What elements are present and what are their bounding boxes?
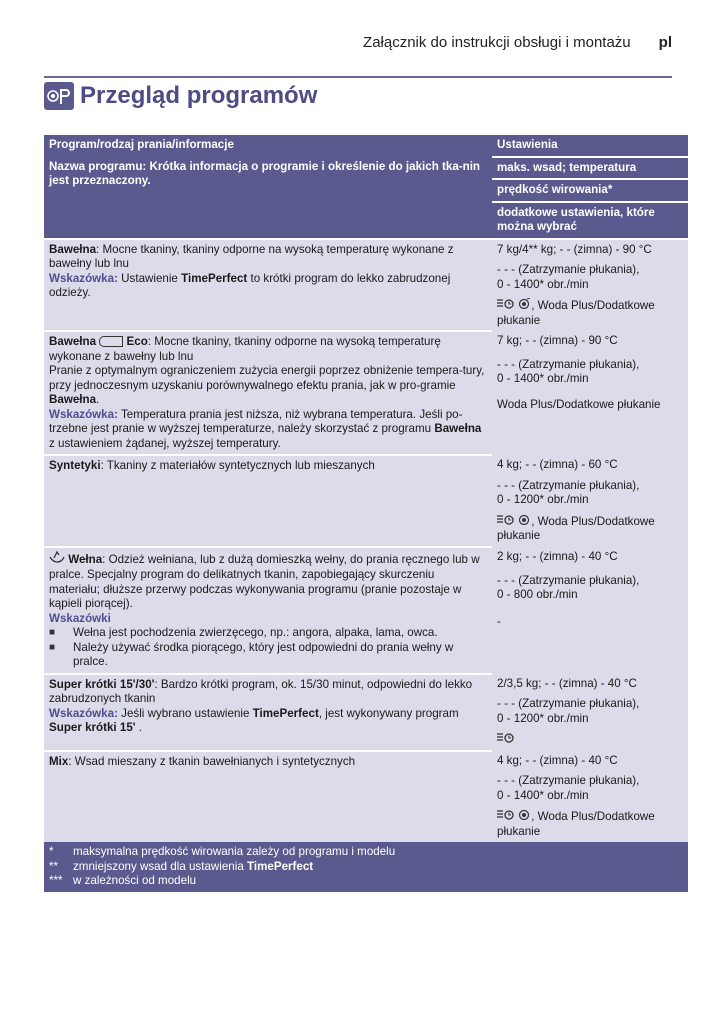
setting-load-temp: 7 kg; - - (zimna) - 90 °C xyxy=(492,331,688,355)
hint-text: . xyxy=(135,721,142,734)
stain-icon xyxy=(518,298,531,314)
extras-text: , Woda Plus/Dodatkowe płukanie xyxy=(497,514,655,542)
head-right-3: prędkość wirowania* xyxy=(492,179,688,202)
eco-label: Eco xyxy=(126,335,148,348)
program-desc: : Mocne tkaniny, tkaniny odporne na wysoką temperaturę wykonane z bawełny lub lnu xyxy=(49,242,454,270)
footnote-marker: * xyxy=(49,845,54,858)
footnotes xyxy=(44,842,688,892)
setting-spin xyxy=(492,476,688,511)
program-desc-end: . xyxy=(96,393,100,406)
spin-line-2: 0 - 1400* obr./min xyxy=(497,277,589,291)
head-left-1: Program/rodzaj prania/informacje xyxy=(44,135,492,157)
program-desc: : Wsad mieszany z tkanin bawełnianych i syntetycznych xyxy=(68,754,356,768)
extras-text: , Woda Plus/Dodatkowe płukanie xyxy=(497,809,655,838)
table-head-row xyxy=(44,135,688,157)
hints-label: Wskazówki xyxy=(49,611,111,625)
footnote-text: zmniejszony wsad dla ustawienia xyxy=(73,859,247,873)
setting-extras: Woda Plus/Dodatkowe płukanie xyxy=(492,395,688,455)
wool-handwash-icon xyxy=(49,551,65,569)
head-right-4: dodatkowe ustawienia, które można wybrać xyxy=(492,202,688,239)
program-name: Super krótki 15'/30' xyxy=(49,677,155,691)
stain-icon xyxy=(518,809,531,825)
list-item xyxy=(49,641,487,670)
program-desc: : Mocne tkaniny, tkaniny odporne na wysoką temperaturę wykonane z bawełny lub lnu xyxy=(49,335,441,363)
timeperfect-icon xyxy=(497,732,515,748)
spin-line-2: 0 - 1400* obr./min xyxy=(497,372,589,386)
hint-bold: Super krótki 15' xyxy=(49,721,136,734)
program-desc-bold: Bawełna xyxy=(49,393,97,406)
timeperfect-icon xyxy=(497,514,515,530)
footnote-text: w zależności od modelu xyxy=(73,874,197,887)
language-code: pl xyxy=(658,34,672,51)
program-bawelna-desc xyxy=(44,239,492,332)
setting-spin xyxy=(492,771,688,806)
setting-spin xyxy=(492,260,688,295)
footnote xyxy=(49,860,683,875)
hint-text: Ustawienie xyxy=(117,271,182,285)
setting-load-temp: 2 kg; - - (zimna) - 40 °C xyxy=(492,547,688,571)
page-title: Przegląd programów xyxy=(80,82,318,109)
footnote-text: maksymalna prędkość wirowania zależy od programu i modelu xyxy=(73,845,396,858)
setting-spin xyxy=(492,355,688,395)
footnote-marker: ** xyxy=(49,859,59,873)
head-right-1: Ustawienia xyxy=(492,135,688,157)
header-divider xyxy=(44,76,672,78)
footnote xyxy=(49,874,683,889)
program-name: Wełna xyxy=(68,552,103,566)
footnote-bold: TimePerfect xyxy=(247,859,314,873)
extras-text: , Woda Plus/Dodatkowe płukanie xyxy=(497,298,655,327)
program-name: Mix xyxy=(49,754,69,768)
hint-label: Wskazówka: xyxy=(49,407,118,421)
table-row xyxy=(44,547,688,571)
program-syntetyki-desc xyxy=(44,455,492,547)
setting-load-temp: 2/3,5 kg; - - (zimna) - 40 °C xyxy=(492,674,688,695)
bullet-text: Wełna jest pochodzenia zwierzęcego, np.: angora, alpaka, lama, owca. xyxy=(73,626,438,639)
program-bawelna-eco-desc xyxy=(44,331,492,455)
setting-extras xyxy=(492,511,688,547)
spin-line-1: - - - (Zatrzymanie płukania), xyxy=(497,774,640,787)
hint-text: Temperatura prania jest niższa, niż wybrana temperatura. Jeśli po-trzebne jest pranie w wyższej temperaturze, należy skorzystać z programu xyxy=(49,407,463,435)
footnotes-row xyxy=(44,842,688,892)
list-item xyxy=(49,626,487,641)
hint-bold: TimePerfect xyxy=(181,271,248,285)
hint-bold: TimePerfect xyxy=(252,706,319,720)
setting-spin xyxy=(492,571,688,612)
spin-line-1: - - - (Zatrzymanie płukania), xyxy=(497,263,640,276)
section-title-row xyxy=(44,80,317,112)
table-row xyxy=(44,455,688,476)
spin-line-2: 0 - 1200* obr./min xyxy=(497,711,589,725)
page-header xyxy=(0,34,672,51)
stain-icon xyxy=(518,514,531,530)
table-head-row xyxy=(44,157,688,180)
hint-label: Wskazówka: xyxy=(49,706,118,720)
spin-line-1: - - - (Zatrzymanie płukania), xyxy=(497,478,640,492)
footnote-marker: *** xyxy=(49,874,63,887)
program-name: Bawełna xyxy=(49,242,97,256)
program-super-krotki-desc xyxy=(44,674,492,751)
footnote xyxy=(49,845,683,860)
hint-text: z ustawieniem żądanej, wyższej temperatury. xyxy=(49,436,281,450)
setting-extras xyxy=(492,806,688,842)
program-table xyxy=(44,135,688,892)
program-name: Syntetyki xyxy=(49,459,101,472)
program-desc: : Odzież wełniana, lub z dużą domieszką wełny, do prania ręcznego lub w pralce. Specjalny program do delikatnych tkanin, zapobiegający skurczeniu materiału; dłuższe przerwy podczas wykonywania programu (pranie pozostaje w kąpieli piorącej). xyxy=(49,552,480,610)
table-row xyxy=(44,331,688,355)
setting-extras xyxy=(492,295,688,331)
program-desc: : Tkaniny z materiałów syntetycznych lub mieszanych xyxy=(100,459,375,472)
program-mix-desc xyxy=(44,751,492,843)
program-desc: : Bardzo krótki program, ok. 15/30 minut, odpowiedni do lekko zabrudzonych tkanin xyxy=(49,677,473,705)
timeperfect-icon xyxy=(497,298,515,314)
setting-spin xyxy=(492,694,688,729)
setting-load-temp: 4 kg; - - (zimna) - 60 °C xyxy=(492,455,688,476)
spin-line-2: 0 - 800 obr./min xyxy=(497,588,578,601)
spin-line-1: - - - (Zatrzymanie płukania), xyxy=(497,357,640,371)
timeperfect-icon xyxy=(497,809,515,825)
table-row xyxy=(44,751,688,772)
bullet-text: Należy używać środka piorącego, który jest odpowiedni do prania wełny w pralce. xyxy=(73,640,454,668)
spin-line-2: 0 - 1200* obr./min xyxy=(497,493,589,506)
program-overview-icon xyxy=(44,82,74,110)
eco-drum-icon xyxy=(99,336,123,347)
setting-extras: - xyxy=(492,612,688,674)
hint-bold: Bawełna xyxy=(434,422,482,435)
program-desc-2: Pranie z optymalnym ograniczeniem zużycia energii poprzez obniżenie tempera-tury, przy jednoczesnym uzyskaniu porównywalnego efektu prania, jak w pro-gramie xyxy=(49,364,485,392)
bullet-icon: ■ xyxy=(49,627,56,638)
program-welna-desc xyxy=(44,547,492,674)
spin-line-1: - - - (Zatrzymanie płukania), xyxy=(497,573,640,587)
head-left-2: Nazwa programu: Krótka informacja o programie i określenie do jakich tka-nin jest przeznaczony. xyxy=(44,157,492,239)
hint-label: Wskazówka: xyxy=(49,271,118,285)
spin-line-1: - - - (Zatrzymanie płukania), xyxy=(497,697,640,710)
hint-text: to krótki program do lekko zabrudzonej odzieży. xyxy=(49,271,451,299)
bullet-icon: ■ xyxy=(49,641,56,653)
program-name: Bawełna xyxy=(49,335,97,348)
header-text: Załącznik do instrukcji obsługi i montażu xyxy=(363,34,631,51)
spin-line-2: 0 - 1400* obr./min xyxy=(497,788,589,802)
setting-extras xyxy=(492,729,688,751)
setting-load-temp: 7 kg/4** kg; - - (zimna) - 90 °C xyxy=(492,239,688,261)
hint-text: , jest wykonywany program xyxy=(318,706,459,720)
hint-text: Jeśli wybrano ustawienie xyxy=(117,706,253,720)
table-row xyxy=(44,674,688,695)
table-row xyxy=(44,239,688,261)
setting-load-temp: 4 kg; - - (zimna) - 40 °C xyxy=(492,751,688,772)
head-right-2: maks. wsad; temperatura xyxy=(492,157,688,180)
